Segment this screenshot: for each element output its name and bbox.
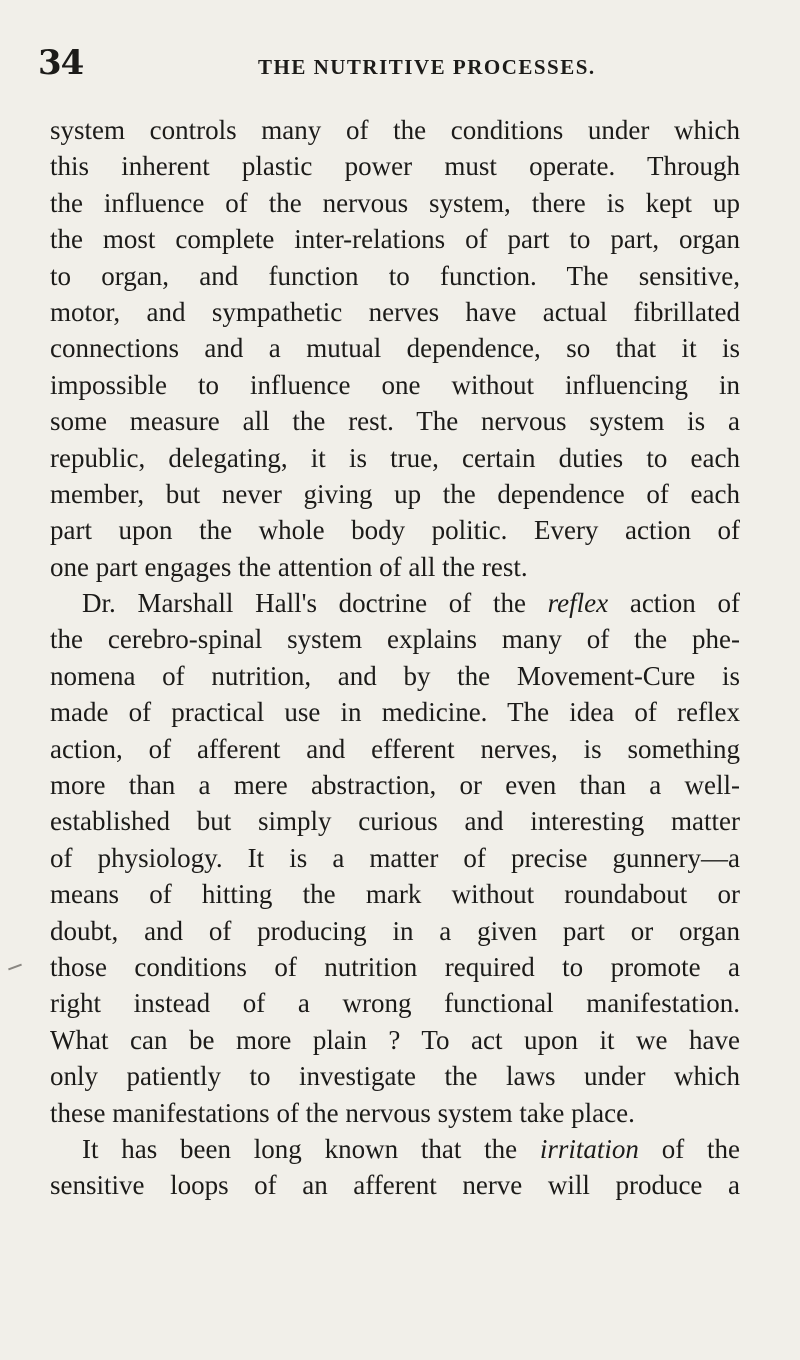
text-line: republic, delegating, it is true, certain duties to each bbox=[50, 442, 740, 473]
text-line: connections and a mutual dependence, so that it is bbox=[50, 333, 740, 364]
italic-term-reflex: reflex bbox=[547, 588, 609, 619]
body-text bbox=[50, 112, 740, 1204]
text-line: those conditions of nutrition required to promote a bbox=[50, 951, 740, 982]
text-line: part upon the whole body politic. Every action of bbox=[50, 515, 740, 546]
text-line: impossible to influence one without influencing in bbox=[50, 369, 740, 400]
text-line: one part engages the attention of all the rest. bbox=[50, 551, 528, 582]
running-head bbox=[38, 43, 778, 90]
text-line: right instead of a wrong functional manifestation. bbox=[50, 988, 740, 1019]
text-line: the most complete inter-relations of part to part, organ bbox=[50, 224, 740, 255]
text-line: only patiently to investigate the laws under which bbox=[50, 1061, 740, 1092]
text-line: some measure all the rest. The nervous system is a bbox=[50, 406, 740, 437]
text-line: this inherent plastic power must operate. Through bbox=[50, 151, 740, 182]
running-title: THE NUTRITIVE PROCESSES. bbox=[258, 55, 596, 79]
text-line: It has been long known that the irritation of the bbox=[82, 1133, 740, 1164]
text-line: system controls many of the conditions under which bbox=[50, 115, 740, 145]
text-line: action, of afferent and efferent nerves, is something bbox=[50, 733, 740, 764]
text-line: more than a mere abstraction, or even than a well- bbox=[50, 770, 740, 801]
text-line: these manifestations of the nervous system take place. bbox=[50, 1097, 635, 1128]
text-line: means of hitting the mark without roundabout or bbox=[50, 879, 740, 910]
italic-term-irritation: irritation bbox=[539, 1133, 639, 1164]
text-line: sensitive loops of an afferent nerve will produce a bbox=[50, 1170, 740, 1201]
text-line: the influence of the nervous system, there is kept up bbox=[50, 187, 740, 218]
text-line: established but simply curious and interesting matter bbox=[50, 806, 740, 837]
margin-mark bbox=[8, 964, 22, 971]
text-line: doubt, and of producing in a given part or organ bbox=[50, 915, 740, 946]
text-line: made of practical use in medicine. The idea of reflex bbox=[50, 697, 740, 728]
text-line: motor, and sympathetic nerves have actual fibrillated bbox=[50, 296, 740, 327]
text-line: the cerebro-spinal system explains many of the phe- bbox=[50, 624, 740, 655]
page-number: 34 bbox=[38, 43, 84, 83]
text-line: of physiology. It is a matter of precise gunnery—a bbox=[50, 842, 740, 873]
text-line: member, but never giving up the dependence of each bbox=[50, 478, 740, 509]
text-line: to organ, and function to function. The sensitive, bbox=[50, 260, 740, 291]
text-line: What can be more plain ? To act upon it we have bbox=[50, 1024, 740, 1055]
text-line: Dr. Marshall Hall's doctrine of the reflex action of bbox=[82, 588, 740, 619]
text-line: nomena of nutrition, and by the Movement-Cure is bbox=[50, 660, 740, 691]
